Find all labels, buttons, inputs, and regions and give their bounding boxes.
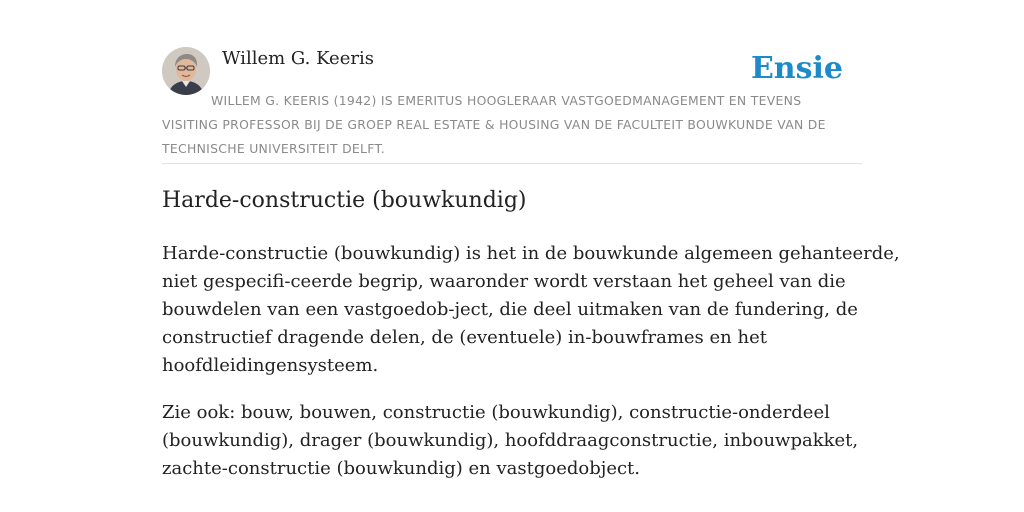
- author-bio-line: TECHNISCHE UNIVERSITEIT DELFT.: [162, 141, 386, 156]
- author-bio-line: VISITING PROFESSOR BIJ DE GROEP REAL ESTATE & HOUSING VAN DE FACULTEIT BOUWKUNDE VAN DE: [162, 117, 826, 132]
- author-bio: [162, 89, 862, 161]
- author-bio-line: WILLEM G. KEERIS (1942) IS EMERITUS HOOGLERAAR VASTGOEDMANAGEMENT EN TEVENS: [211, 93, 802, 108]
- paragraph-line: constructief dragende delen, de (eventuele) in-bouwframes en het: [162, 327, 767, 348]
- paragraph-line: niet gespecifi-ceerde begrip, waaronder wordt verstaan het geheel van die: [162, 271, 846, 292]
- author-photo-icon: [162, 47, 210, 95]
- author-name[interactable]: Willem G. Keeris: [222, 48, 374, 69]
- article-paragraph-definition: [162, 240, 900, 380]
- author-avatar[interactable]: [162, 47, 210, 95]
- article-title: Harde-constructie (bouwkundig): [162, 188, 527, 213]
- paragraph-line: hoofdleidingensysteem.: [162, 355, 379, 376]
- paragraph-line: (bouwkundig), drager (bouwkundig), hoofddraagconstructie, inbouwpakket,: [162, 430, 859, 451]
- paragraph-line: Zie ook: bouw, bouwen, constructie (bouwkundig), constructie-onderdeel: [162, 402, 830, 423]
- paragraph-line: Harde-constructie (bouwkundig) is het in de bouwkunde algemeen gehanteerde,: [162, 243, 900, 264]
- ensie-logo[interactable]: Ensie: [750, 51, 843, 86]
- paragraph-line: bouwdelen van een vastgoedob-ject, die deel uitmaken van de fundering, de: [162, 299, 858, 320]
- article-paragraph-see-also: [162, 399, 862, 483]
- paragraph-line: zachte-constructie (bouwkundig) en vastgoedobject.: [162, 458, 641, 479]
- author-header: [162, 45, 862, 164]
